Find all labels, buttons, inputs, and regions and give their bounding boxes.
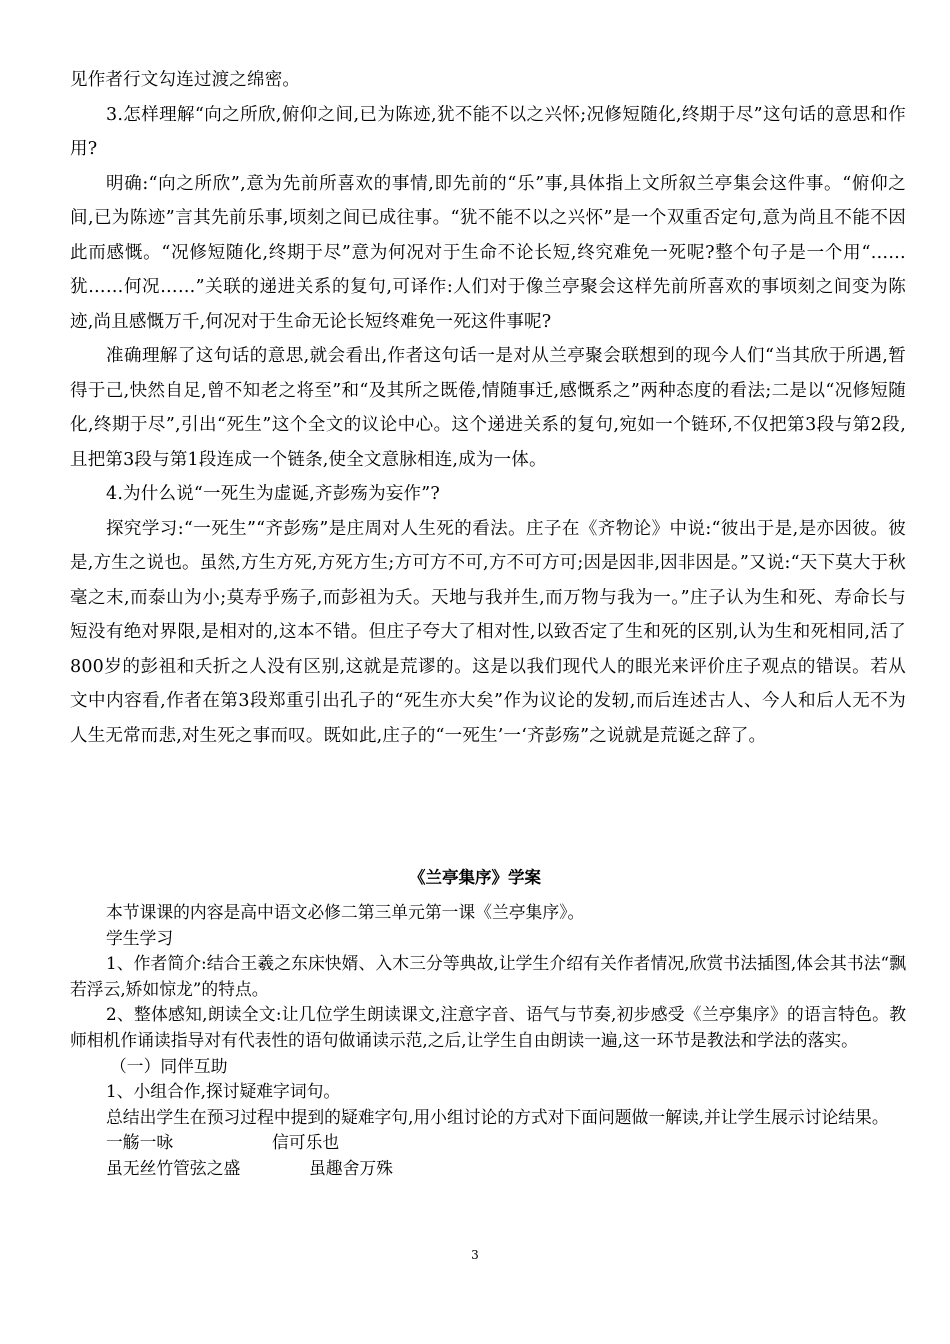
question-4: 4.为什么说“一死生为虚诞,齐彭殇为妄作”? — [106, 484, 440, 504]
author-intro: 1、作者简介:结合王羲之东床快婿、入木三分等典故,让学生介绍有关作者情况,欣赏书法插图,体会其书法“飘若浮云,矫如惊龙”的特点。 — [70, 953, 906, 999]
paragraph-continuation: 见作者行文勾连过渡之绵密。 — [70, 70, 301, 90]
peer-help-heading: （一）同伴互助 — [110, 1055, 228, 1076]
section-title: 《兰亭集序》学案 — [409, 868, 541, 887]
upper-section — [70, 63, 906, 753]
question-3: 3.怎样理解“向之所欣,俯仰之间,已为陈迹,犹不能不以之兴怀;况修短随化,终期于尽”这句话的意思和作用? — [70, 104, 906, 159]
answer-3-explanation: 明确:“向之所欣”,意为先前所喜欢的事情,即先前的“乐”事,具体指上文所叙兰亭集会这件事。“俯仰之间,已为陈迹”言其先前乐事,顷刻之间已成往事。“犹不能不以之兴怀”是一个双重否定句,意为尚且不能不因此而感慨。“况修短随化,终期于尽”意为何况对于生命不论长短,终究难免一死呢?整个句子是一个用“……犹……何况……”关联的递进关系的复句,可译作:人们对于像兰亭聚会这样先前所喜欢的事顷刻之间变为陈迹,尚且感慨万千,何况对于生命无论长短终难免一死这件事呢? — [70, 173, 906, 332]
vocab-row-2 — [70, 1156, 906, 1182]
discussion-instruction: 总结出学生在预习过程中提到的疑难字句,用小组讨论的方式对下面问题做一解读,并让学生展示讨论结果。 — [106, 1106, 889, 1127]
overall-perception: 2、整体感知,朗读全文:让几位学生朗读课文,注意字音、语气与节奏,初步感受《兰亭集序》的语言特色。教师相机作诵读指导对有代表性的语句做诵读示范,之后,让学生自由朗读一遍,这一环节是教法和学法的落实。 — [70, 1004, 906, 1050]
vocab-item: 虽趣舍万殊 — [309, 1157, 393, 1178]
lesson-intro: 本节课课的内容是高中语文必修二第三单元第一课《兰亭集序》。 — [106, 902, 585, 922]
group-work: 1、小组合作,探讨疑难字词句。 — [106, 1081, 341, 1102]
vocab-item: 一觞一咏 — [106, 1132, 174, 1153]
vocab-row-1 — [70, 1130, 906, 1156]
lower-section — [70, 900, 906, 1182]
vocab-item: 虽无丝竹管弦之盛 — [106, 1157, 241, 1178]
answer-4-exploration: 探究学习:“一死生”“齐彭殇”是庄周对人生死的看法。庄子在《齐物论》中说:“彼出于是,是亦因彼。彼是,方生之说也。虽然,方生方死,方死方生;方可方不可,方不可方可;因是因非,因非因是。”又说:“天下莫大于秋毫之末,而泰山为小;莫寿乎殇子,而彭祖为夭。天地与我并生,而万物与我为一。”庄子认为生和死、寿命长与短没有绝对界限,是相对的,这本不错。但庄子夸大了相对性,以致否定了生和死的区别,认为生和死相同,活了800岁的彭祖和夭折之人没有区别,这就是荒谬的。这是以我们现代人的眼光来评价庄子观点的错误。若从文中内容看,作者在第3段郑重引出孔子的“死生亦大矣”作为议论的发轫,而后连述古人、今人和后人无不为人生无常而悲,对生死之事而叹。既如此,庄子的“一死生’一‘齐彭殇”之说就是荒诞之辞了。 — [70, 518, 906, 746]
student-learning-heading: 学生学习 — [106, 927, 174, 948]
page-number: 3 — [471, 1248, 479, 1262]
answer-3-analysis: 准确理解了这句话的意思,就会看出,作者这句话一是对从兰亭聚会联想到的现今人们“当其欣于所遇,暂得于己,快然自足,曾不知老之将至”和“及其所之既倦,情随事迁,感慨系之”两种态度的看法;二是以“况修短随化,终期于尽”,引出“死生”这个全文的议论中心。这个递进关系的复句,宛如一个链环,不仅把第3段与第2段,且把第3段与第1段连成一个链条,使全文意脉相连,成为一体。 — [70, 346, 906, 470]
vocab-item: 信可乐也 — [272, 1132, 340, 1153]
